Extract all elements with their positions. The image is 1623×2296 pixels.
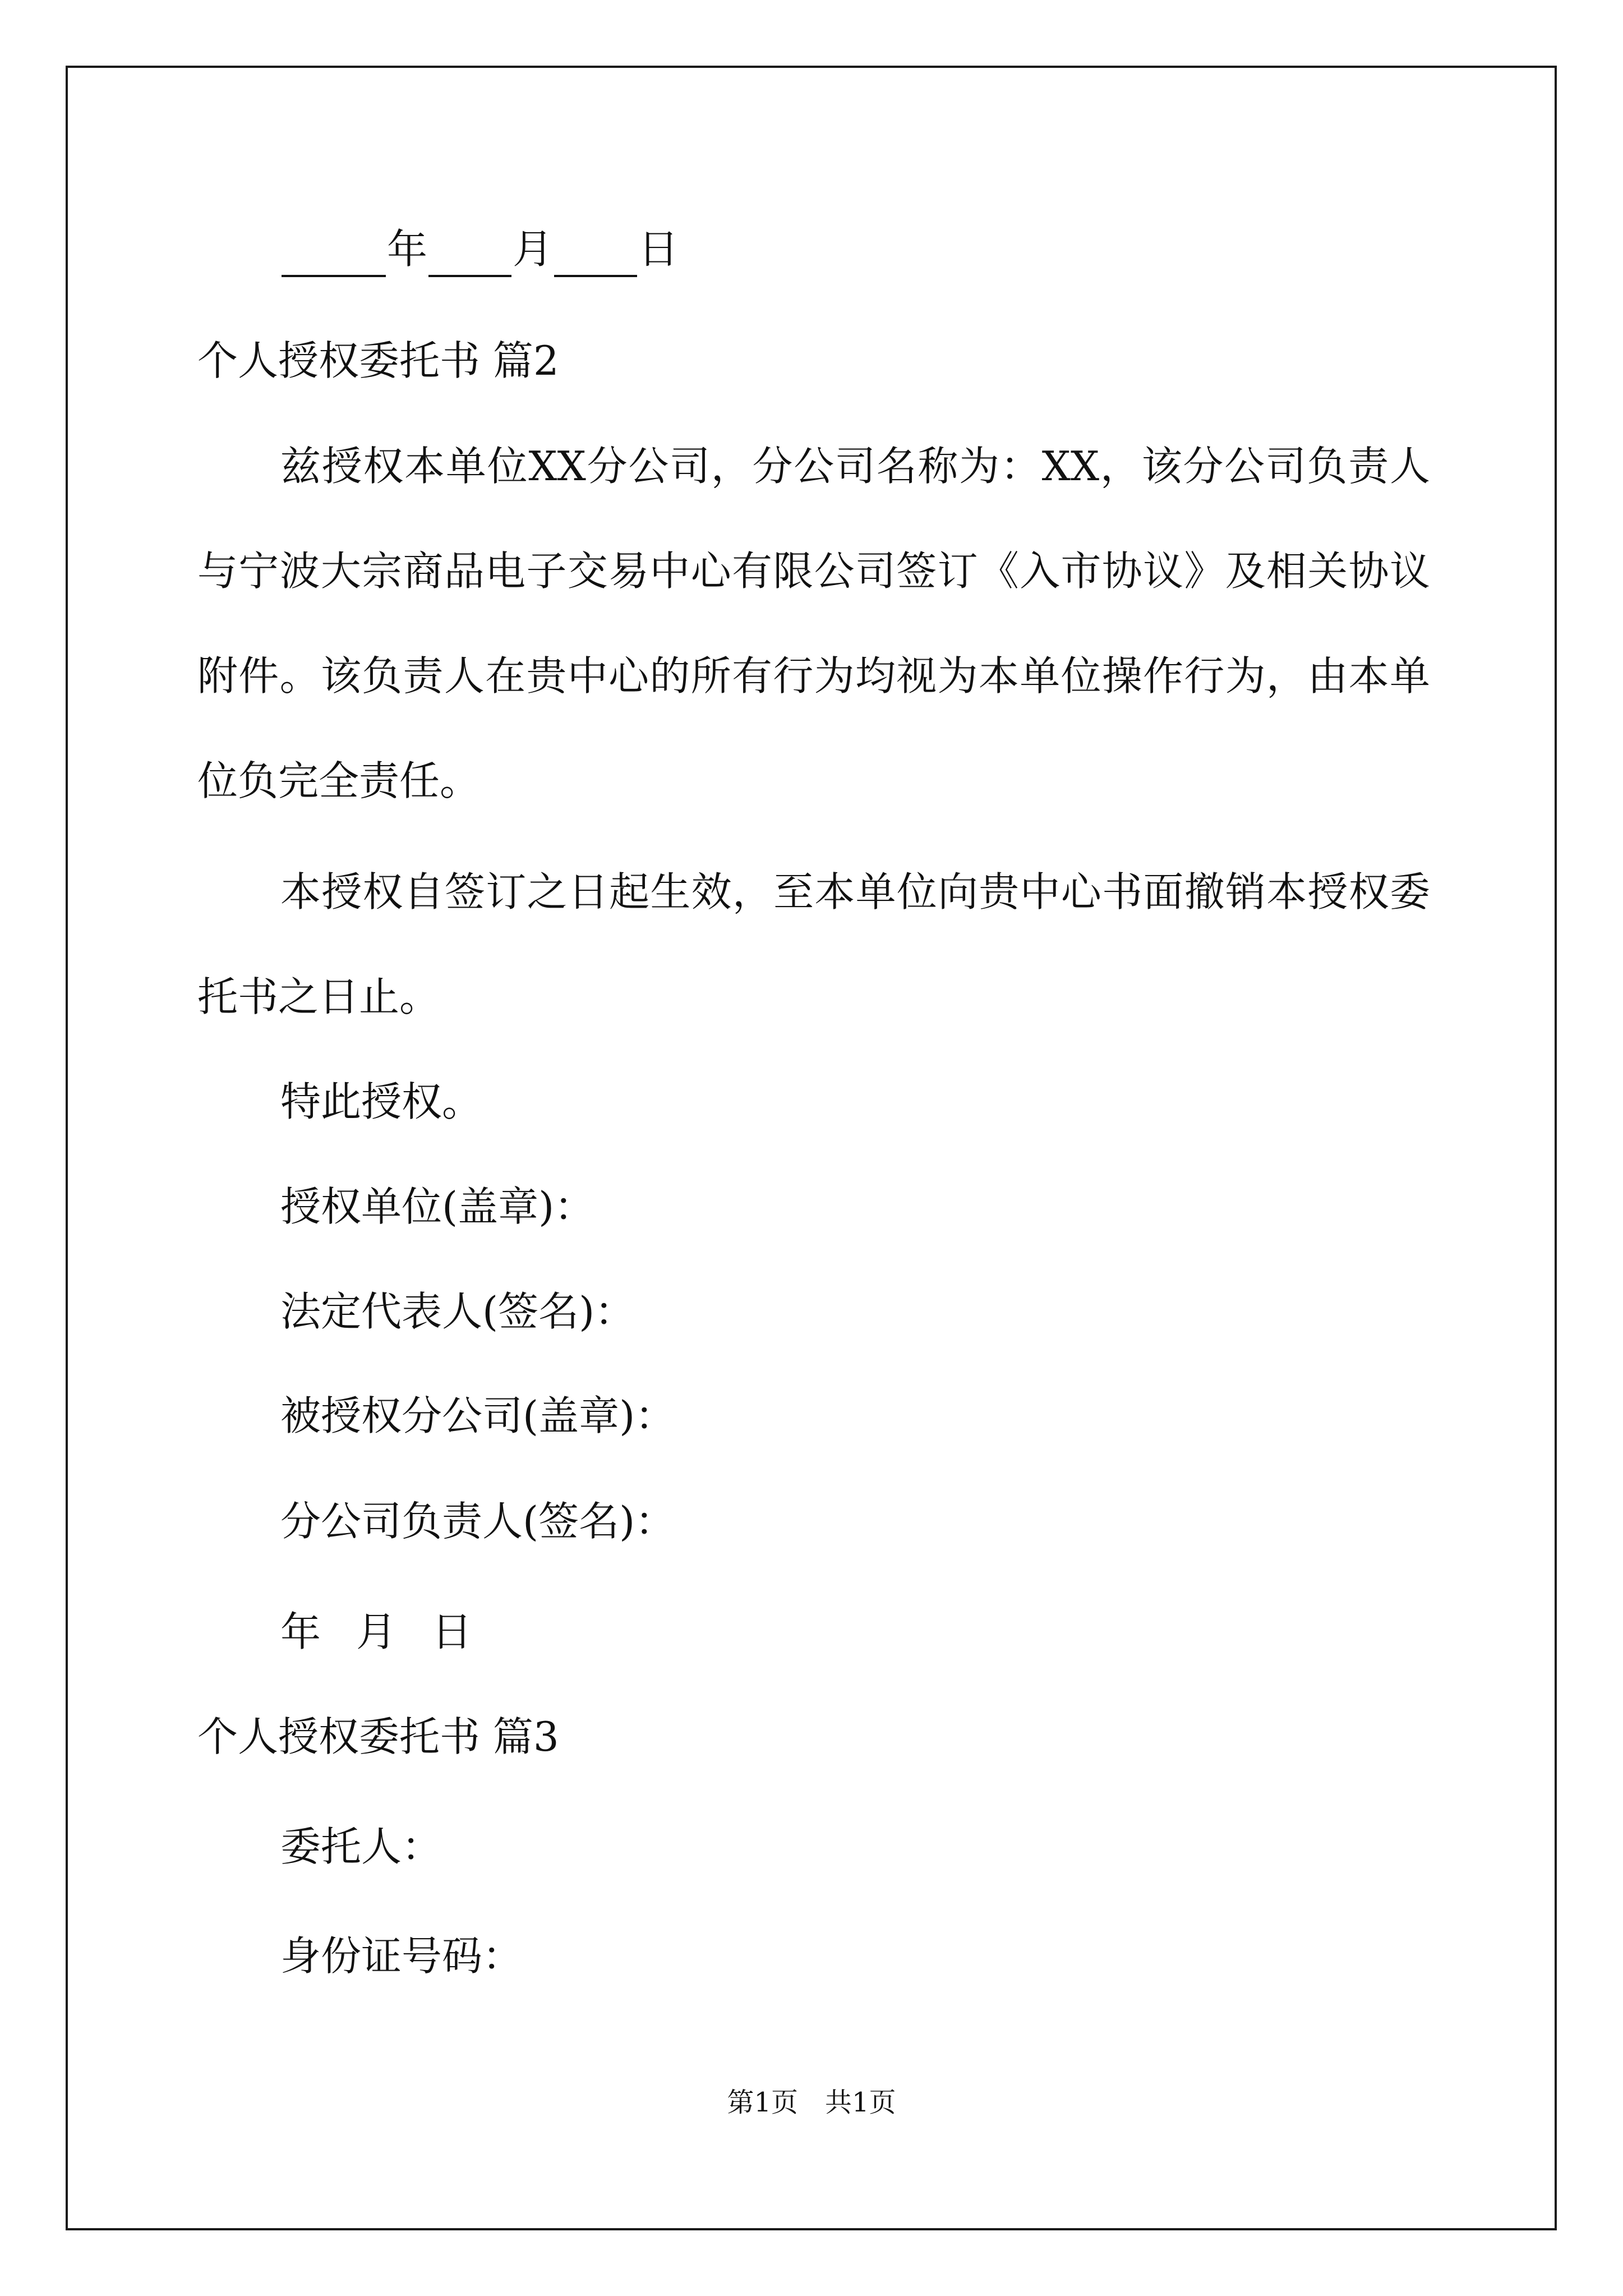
section2-para1-line3: 附件。该负责人在贵中心的所有行为均视为本单位操作行为，由本单	[197, 652, 1430, 700]
section3-heading: 个人授权委托书 篇3	[197, 1713, 559, 1760]
section2-field-legal-representative: 法定代表人(签名)：	[280, 1288, 635, 1335]
section2-para2-line2: 托书之日止。	[197, 973, 440, 1020]
section2-para2-line1: 本授权自签订之日起生效，至本单位向贵中心书面撤销本授权委	[280, 868, 1430, 915]
day-blank	[554, 236, 637, 277]
month-label: 月	[513, 226, 554, 273]
section2-field-authorized-branch: 被授权分公司(盖章)：	[280, 1392, 676, 1439]
date-line	[280, 221, 679, 277]
section2-authorization-statement: 特此授权。	[280, 1078, 483, 1125]
section2-heading: 个人授权委托书 篇2	[197, 337, 559, 384]
year-label: 年	[387, 226, 428, 273]
month-blank	[428, 236, 511, 277]
section2-field-branch-head: 分公司负责人(签名)：	[280, 1498, 676, 1545]
year-blank	[282, 236, 386, 277]
page-border	[66, 66, 1557, 2230]
section3-field-id-number: 身份证号码：	[280, 1932, 523, 1980]
section2-para1-line2: 与宁波大宗商品电子交易中心有限公司签订《入市协议》及相关协议	[197, 547, 1430, 595]
day-label: 日	[638, 226, 679, 273]
section2-field-authorizing-unit: 授权单位(盖章)：	[280, 1183, 595, 1230]
section2-para1-line1: 兹授权本单位XX分公司，分公司名称为：XX，该分公司负责人	[280, 443, 1430, 490]
section2-date: 年 月 日	[280, 1608, 472, 1655]
page-footer: 第1页 共1页	[727, 2087, 896, 2118]
section3-field-principal: 委托人：	[280, 1823, 442, 1870]
section2-para1-line4: 位负完全责任。	[197, 757, 481, 804]
